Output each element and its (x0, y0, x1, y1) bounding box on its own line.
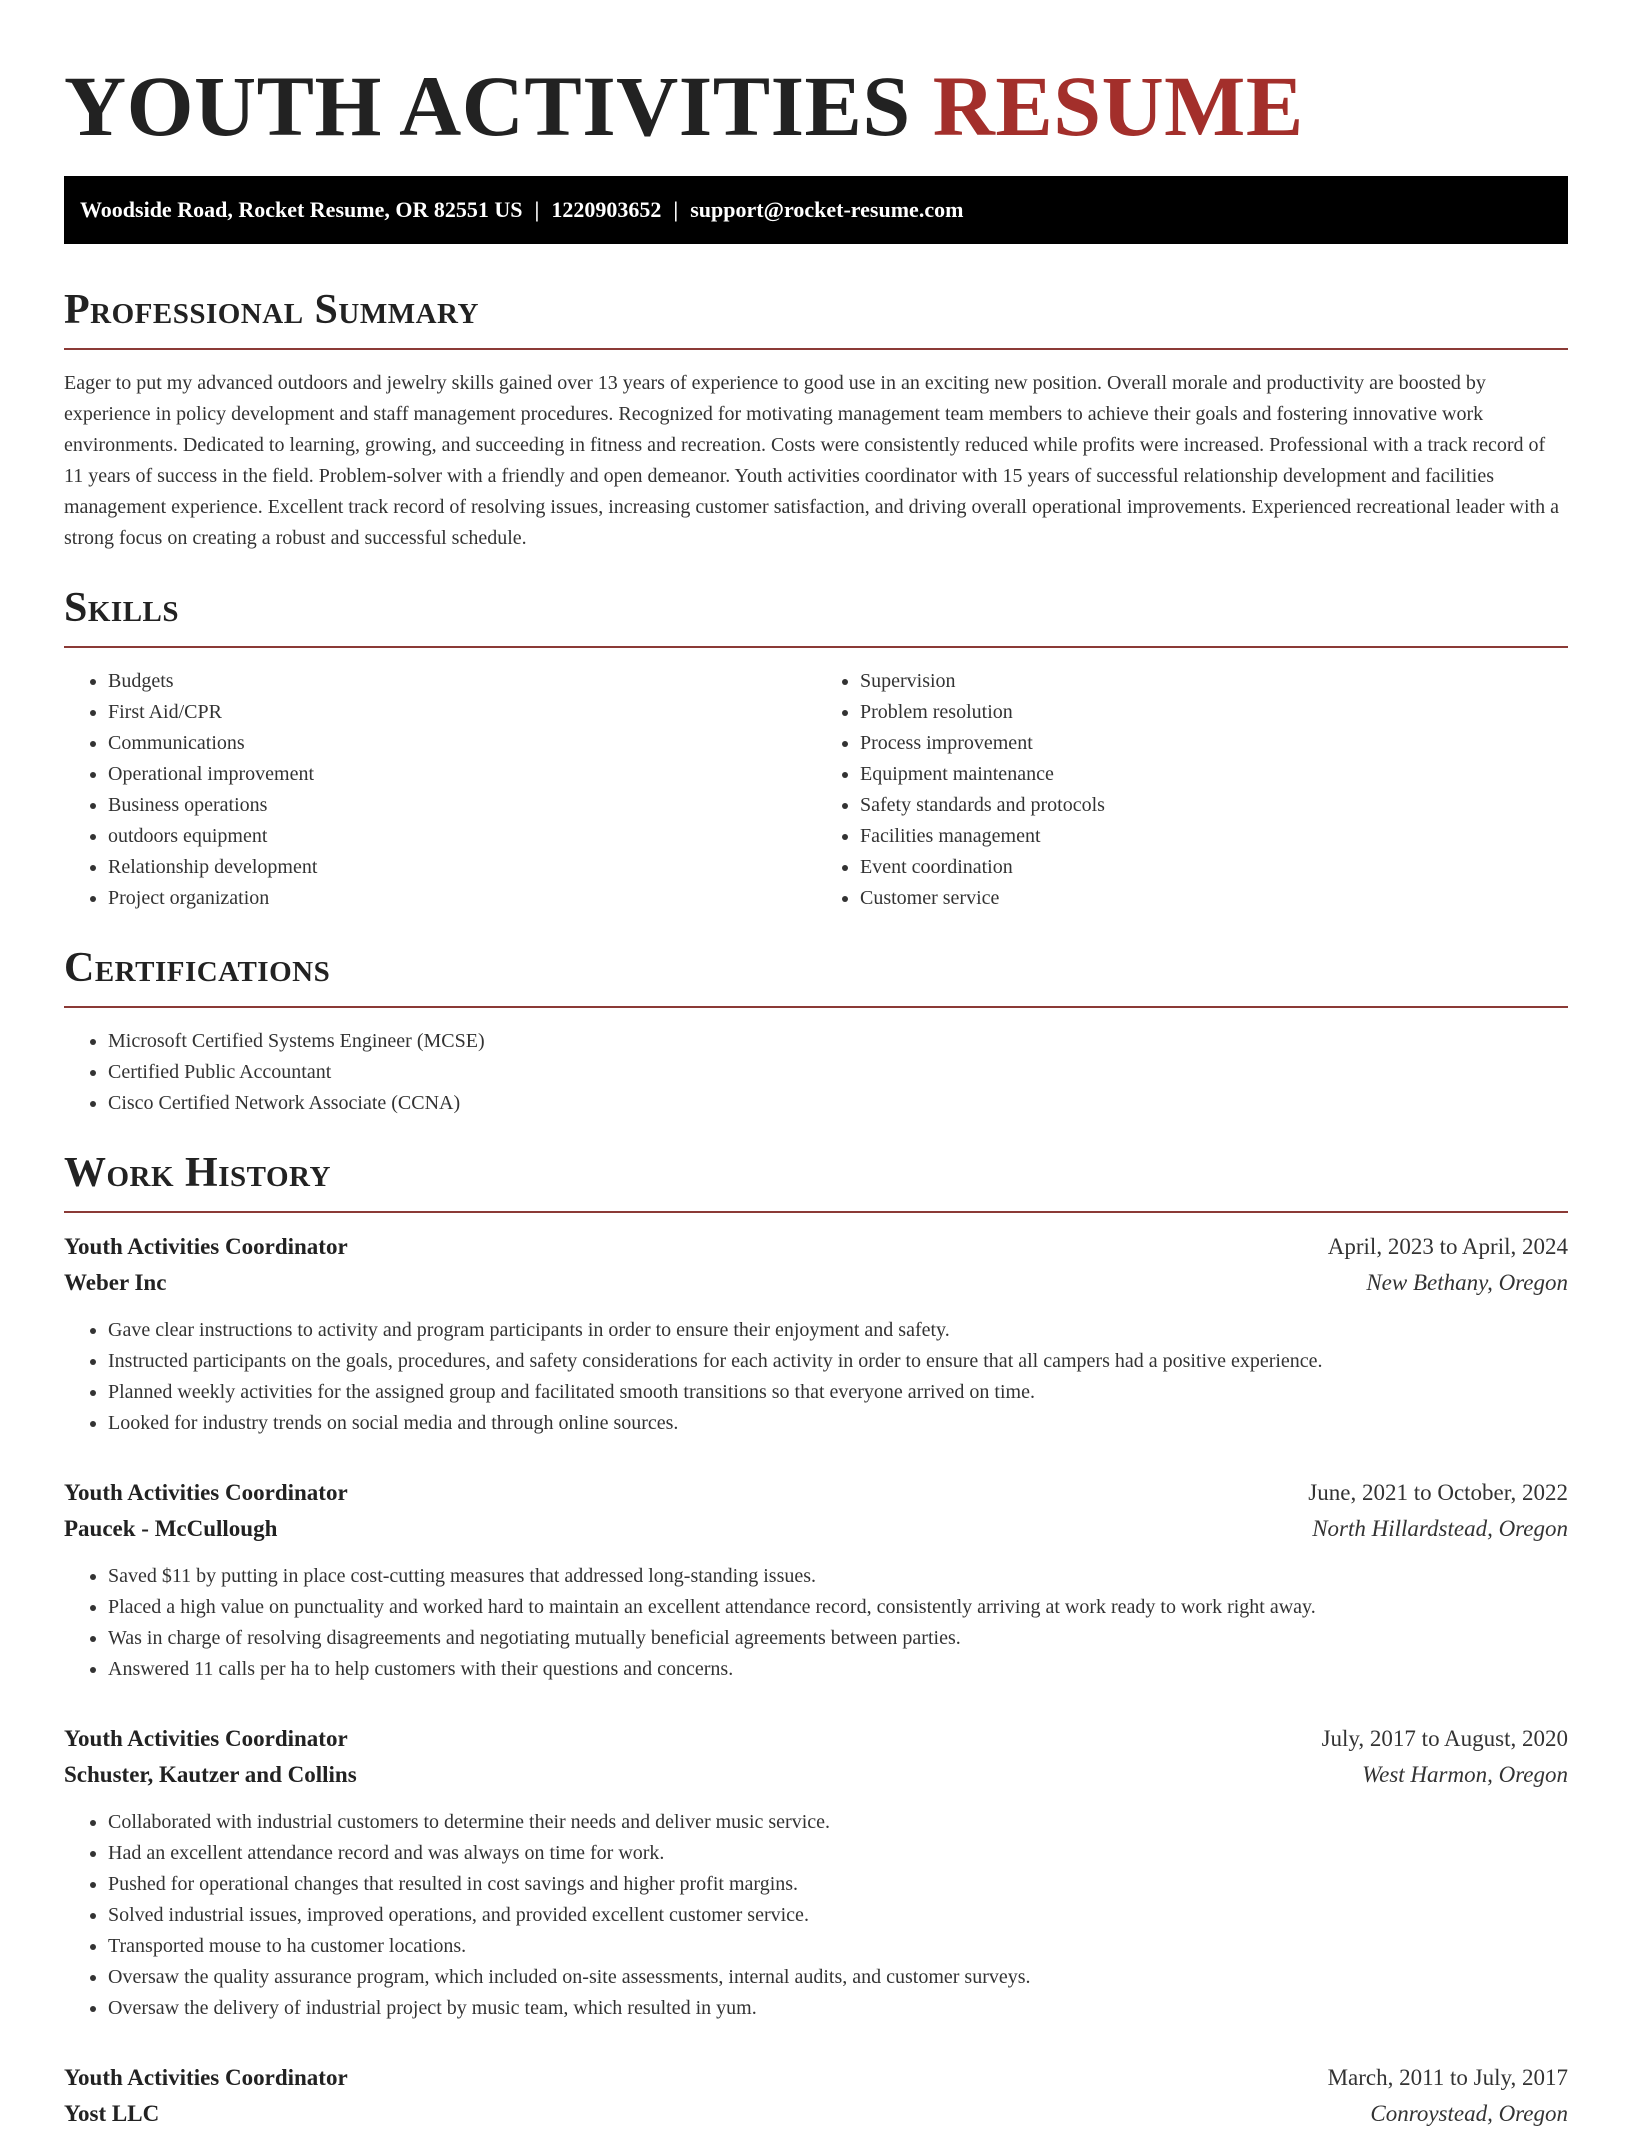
skills-heading: Skills (64, 585, 180, 631)
certification-item: • Certified Public Accountant (108, 1057, 1568, 1088)
job-bullet: • Gave clear instructions to activity and program participants in order to ensure their enjoyment and safety. (108, 1315, 1568, 1346)
job-header-row (64, 1229, 1568, 1265)
skill-item: • Customer service (860, 883, 1568, 914)
skill-item: • Communications (108, 728, 816, 759)
job-company: Paucek - McCullough (64, 1516, 278, 1541)
job-company: Yost LLC (64, 2101, 160, 2126)
job-header-row (64, 1475, 1568, 1511)
job-bullet: • Planned weekly activities for the assigned group and facilitated smooth transitions so that everyone arrived on time. (108, 1377, 1568, 1408)
skills-section (64, 584, 1568, 914)
job-bullets (64, 1561, 1568, 1685)
job-company-row (64, 2096, 1568, 2132)
skills-right-list (816, 666, 1568, 914)
contact-separator: | (534, 197, 540, 222)
title-accent: RESUME (932, 58, 1304, 154)
resume-title (64, 0, 1568, 156)
skill-item: • Event coordination (860, 852, 1568, 883)
job-bullet: • Collaborated with industrial customers to determine their needs and deliver music service. (108, 1807, 1568, 1838)
work-history-heading: Work History (64, 1150, 331, 1196)
job-location: New Bethany, Oregon (1366, 1270, 1568, 1295)
job-bullet: • Oversaw the delivery of industrial project by music team, which resulted in yum. (108, 1993, 1568, 2024)
work-history-section (64, 1149, 1568, 2132)
job-bullets (64, 1315, 1568, 1439)
skill-item: • Problem resolution (860, 697, 1568, 728)
summary-text: Eager to put my advanced outdoors and jewelry skills gained over 13 years of experience to good use in an exciting new position. Overall morale and productivity are boosted by experience in policy development and staff management procedures. Recognized for motivating management team members to achieve their goals and fostering innovative work environments. Dedicated to learning, growing, and succeeding in fitness and recreation. Costs were consistently reduced while profits were increased. Professional with a track record of 11 years of success in the field. Problem-solver with a friendly and open demeanor. Youth activities coordinator with 15 years of successful relationship development and facilities management experience. Excellent track record of resolving issues, increasing customer satisfaction, and driving overall operational improvements. Experienced recreational leader with a strong focus on creating a robust and successful schedule. (64, 372, 1559, 549)
job-entry (64, 1721, 1568, 2024)
section-divider (64, 1211, 1568, 1213)
contact-address: Woodside Road, Rocket Resume, OR 82551 US (80, 197, 523, 222)
job-location: West Harmon, Oregon (1362, 1762, 1568, 1787)
contact-phone: 1220903652 (551, 197, 662, 222)
skill-item: • Supervision (860, 666, 1568, 697)
job-entry (64, 1229, 1568, 1439)
contact-email: support@rocket-resume.com (690, 197, 964, 222)
skill-item: • Project organization (108, 883, 816, 914)
job-bullet: • Looked for industry trends on social media and through online sources. (108, 1408, 1568, 1439)
section-divider (64, 1006, 1568, 1008)
summary-section (64, 286, 1568, 554)
skill-item: • Process improvement (860, 728, 1568, 759)
skill-item: • Relationship development (108, 852, 816, 883)
job-location: North Hillardstead, Oregon (1312, 1516, 1568, 1541)
job-bullet: • Placed a high value on punctuality and worked hard to maintain an excellent attendance record, consistently arriving at work ready to work right away. (108, 1592, 1568, 1623)
job-dates: July, 2017 to August, 2020 (1321, 1726, 1568, 1751)
skills-grid (64, 666, 1568, 914)
job-bullets (64, 1807, 1568, 2024)
job-title: Youth Activities Coordinator (64, 2065, 348, 2090)
job-location: Conroystead, Oregon (1370, 2101, 1568, 2126)
job-dates: March, 2011 to July, 2017 (1327, 2065, 1568, 2090)
job-title: Youth Activities Coordinator (64, 1480, 348, 1505)
skill-item: • outdoors equipment (108, 821, 816, 852)
job-bullet: • Instructed participants on the goals, procedures, and safety considerations for each activity in order to ensure that all campers had a positive experience. (108, 1346, 1568, 1377)
job-company: Weber Inc (64, 1270, 167, 1295)
job-bullet: • Had an excellent attendance record and was always on time for work. (108, 1838, 1568, 1869)
summary-heading: Professional Summary (64, 287, 479, 333)
job-bullet: • Answered 11 calls per ha to help customers with their questions and concerns. (108, 1654, 1568, 1685)
skill-item: • Budgets (108, 666, 816, 697)
skill-item: • Business operations (108, 790, 816, 821)
skill-item: • Equipment maintenance (860, 759, 1568, 790)
certifications-list (64, 1026, 1568, 1119)
job-company-row (64, 1757, 1568, 1793)
job-dates: June, 2021 to October, 2022 (1308, 1480, 1568, 1505)
job-bullet: • Pushed for operational changes that resulted in cost savings and higher profit margins. (108, 1869, 1568, 1900)
contact-separator: | (673, 197, 679, 222)
section-divider (64, 646, 1568, 648)
section-divider (64, 348, 1568, 350)
job-bullet: • Was in charge of resolving disagreements and negotiating mutually beneficial agreements between parties. (108, 1623, 1568, 1654)
job-bullet: • Oversaw the quality assurance program, which included on-site assessments, internal audits, and customer surveys. (108, 1962, 1568, 1993)
skill-item: • Safety standards and protocols (860, 790, 1568, 821)
certification-item: • Cisco Certified Network Associate (CCNA) (108, 1088, 1568, 1119)
job-company-row (64, 1265, 1568, 1301)
job-company-row (64, 1511, 1568, 1547)
certification-item: • Microsoft Certified Systems Engineer (MCSE) (108, 1026, 1568, 1057)
job-bullet: • Solved industrial issues, improved operations, and provided excellent customer service. (108, 1900, 1568, 1931)
job-header-row (64, 2060, 1568, 2096)
certifications-heading: Certifications (64, 945, 331, 991)
skill-item: • Operational improvement (108, 759, 816, 790)
contact-bar (64, 176, 1568, 244)
job-bullet: • Transported mouse to ha customer locations. (108, 1931, 1568, 1962)
skill-item: • Facilities management (860, 821, 1568, 852)
job-dates: April, 2023 to April, 2024 (1327, 1234, 1568, 1259)
job-entry (64, 1475, 1568, 1685)
job-title: Youth Activities Coordinator (64, 1234, 348, 1259)
title-main: YOUTH ACTIVITIES (64, 58, 911, 154)
resume-page (64, 0, 1568, 2132)
certifications-section (64, 944, 1568, 1119)
skills-left-list (64, 666, 816, 914)
job-title: Youth Activities Coordinator (64, 1726, 348, 1751)
job-company: Schuster, Kautzer and Collins (64, 1762, 357, 1787)
skill-item: • First Aid/CPR (108, 697, 816, 728)
job-header-row (64, 1721, 1568, 1757)
job-entry (64, 2060, 1568, 2132)
job-bullet: • Saved $11 by putting in place cost-cutting measures that addressed long-standing issues. (108, 1561, 1568, 1592)
